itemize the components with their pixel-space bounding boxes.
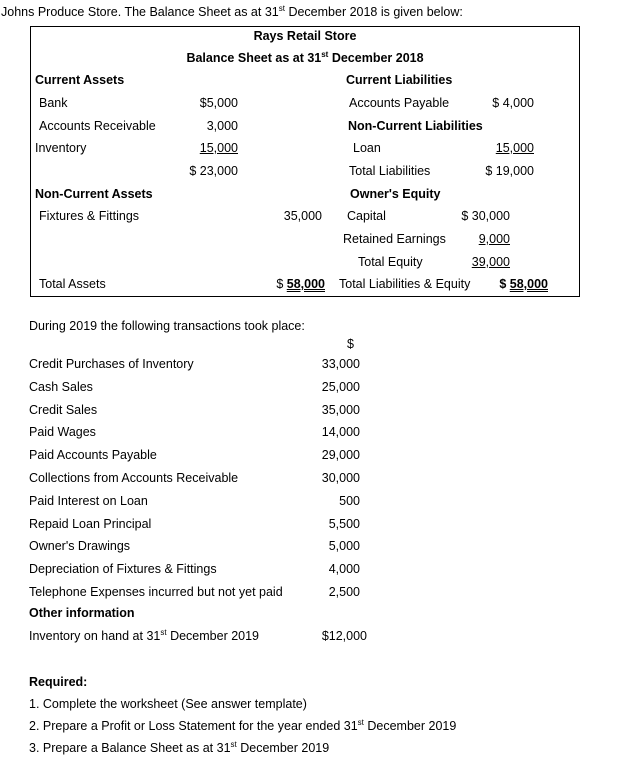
transaction-label: Cash Sales [29,379,93,394]
transaction-label: Paid Wages [29,425,96,440]
total-liabilities-label: Total Liabilities [349,164,431,178]
transaction-label: Collections from Accounts Receivable [29,471,239,485]
capital-value: $ 30,000 [461,209,510,223]
retained-earnings-label: Retained Earnings [343,232,446,246]
required-item-1: 1. Complete the worksheet (See answer template) [29,697,307,711]
required-item-3: 3. Prepare a Balance Sheet as at 31st December 2019 [29,739,330,755]
accounts-payable-label: Accounts Payable [349,96,450,110]
currency-header: $ [347,337,354,351]
total-assets-label: Total Assets [39,277,106,291]
transaction-value: 4,000 [328,562,360,577]
asset-label: Inventory [35,141,87,155]
transaction-value: 5,500 [328,516,360,531]
current-assets-total: $ 23,000 [189,164,238,178]
total-liabilities-value: $ 19,000 [485,164,534,178]
transaction-value: 14,000 [321,425,360,440]
other-information-heading: Other information [29,606,135,620]
total-equity-value: 39,000 [471,255,510,269]
balance-sheet-title: Balance Sheet as at 31st December 2018 [186,49,424,65]
transaction-value: 29,000 [321,448,360,463]
asset-label: Bank [39,96,68,110]
transaction-label: Repaid Loan Principal [29,516,152,531]
transaction-label: Depreciation of Fixtures & Fittings [29,562,217,577]
asset-value: $5,000 [199,96,238,110]
transaction-value: 35,000 [321,402,360,417]
transaction-label: Credit Purchases of Inventory [29,357,194,371]
transaction-value: 500 [339,493,360,508]
capital-label: Capital [347,209,386,223]
inventory-on-hand-value: $12,000 [321,629,367,643]
transaction-label: Paid Interest on Loan [29,493,148,508]
company-name: Rays Retail Store [253,29,357,43]
required-item-2: 2. Prepare a Profit or Loss Statement for the year ended 31st December 2019 [29,717,457,733]
required-heading: Required: [29,675,88,689]
fixtures-value: 35,000 [283,209,322,223]
transaction-label: Paid Accounts Payable [29,448,157,463]
total-liabilities-equity-value: $ 58,000 [499,277,548,291]
transaction-value: 33,000 [321,357,360,371]
loan-label: Loan [353,141,381,155]
transaction-label: Credit Sales [29,402,98,417]
inventory-on-hand-label: Inventory on hand at 31st December 2019 [29,627,260,643]
current-liabilities-heading: Current Liabilities [346,73,453,87]
transaction-label: Telephone Expenses incurred but not yet paid [29,585,283,599]
total-assets-value: $ 58,000 [276,277,325,291]
transaction-value: 5,000 [328,539,360,554]
transaction-value: 2,500 [328,585,360,599]
fixtures-label: Fixtures & Fittings [39,209,140,223]
loan-value: 15,000 [495,141,534,155]
non-current-assets-heading: Non-Current Assets [35,187,153,201]
intro-text: Johns Produce Store. The Balance Sheet as at 31st December 2018 is given below: [1,3,463,19]
asset-label: Accounts Receivable [39,119,156,133]
total-equity-label: Total Equity [358,255,423,269]
transaction-value: 30,000 [321,471,360,485]
retained-earnings-value: 9,000 [478,232,510,246]
asset-value: 3,000 [206,119,238,133]
accounts-payable-value: $ 4,000 [492,96,534,110]
transaction-value: 25,000 [321,379,360,394]
current-assets-heading: Current Assets [35,73,125,87]
total-liabilities-equity-label: Total Liabilities & Equity [339,277,471,291]
asset-value: 15,000 [199,141,238,155]
non-current-liabilities-heading: Non-Current Liabilities [348,119,483,133]
transaction-label: Owner's Drawings [29,539,131,554]
transactions-intro: During 2019 the following transactions took place: [29,319,305,333]
owners-equity-heading: Owner's Equity [350,187,441,201]
